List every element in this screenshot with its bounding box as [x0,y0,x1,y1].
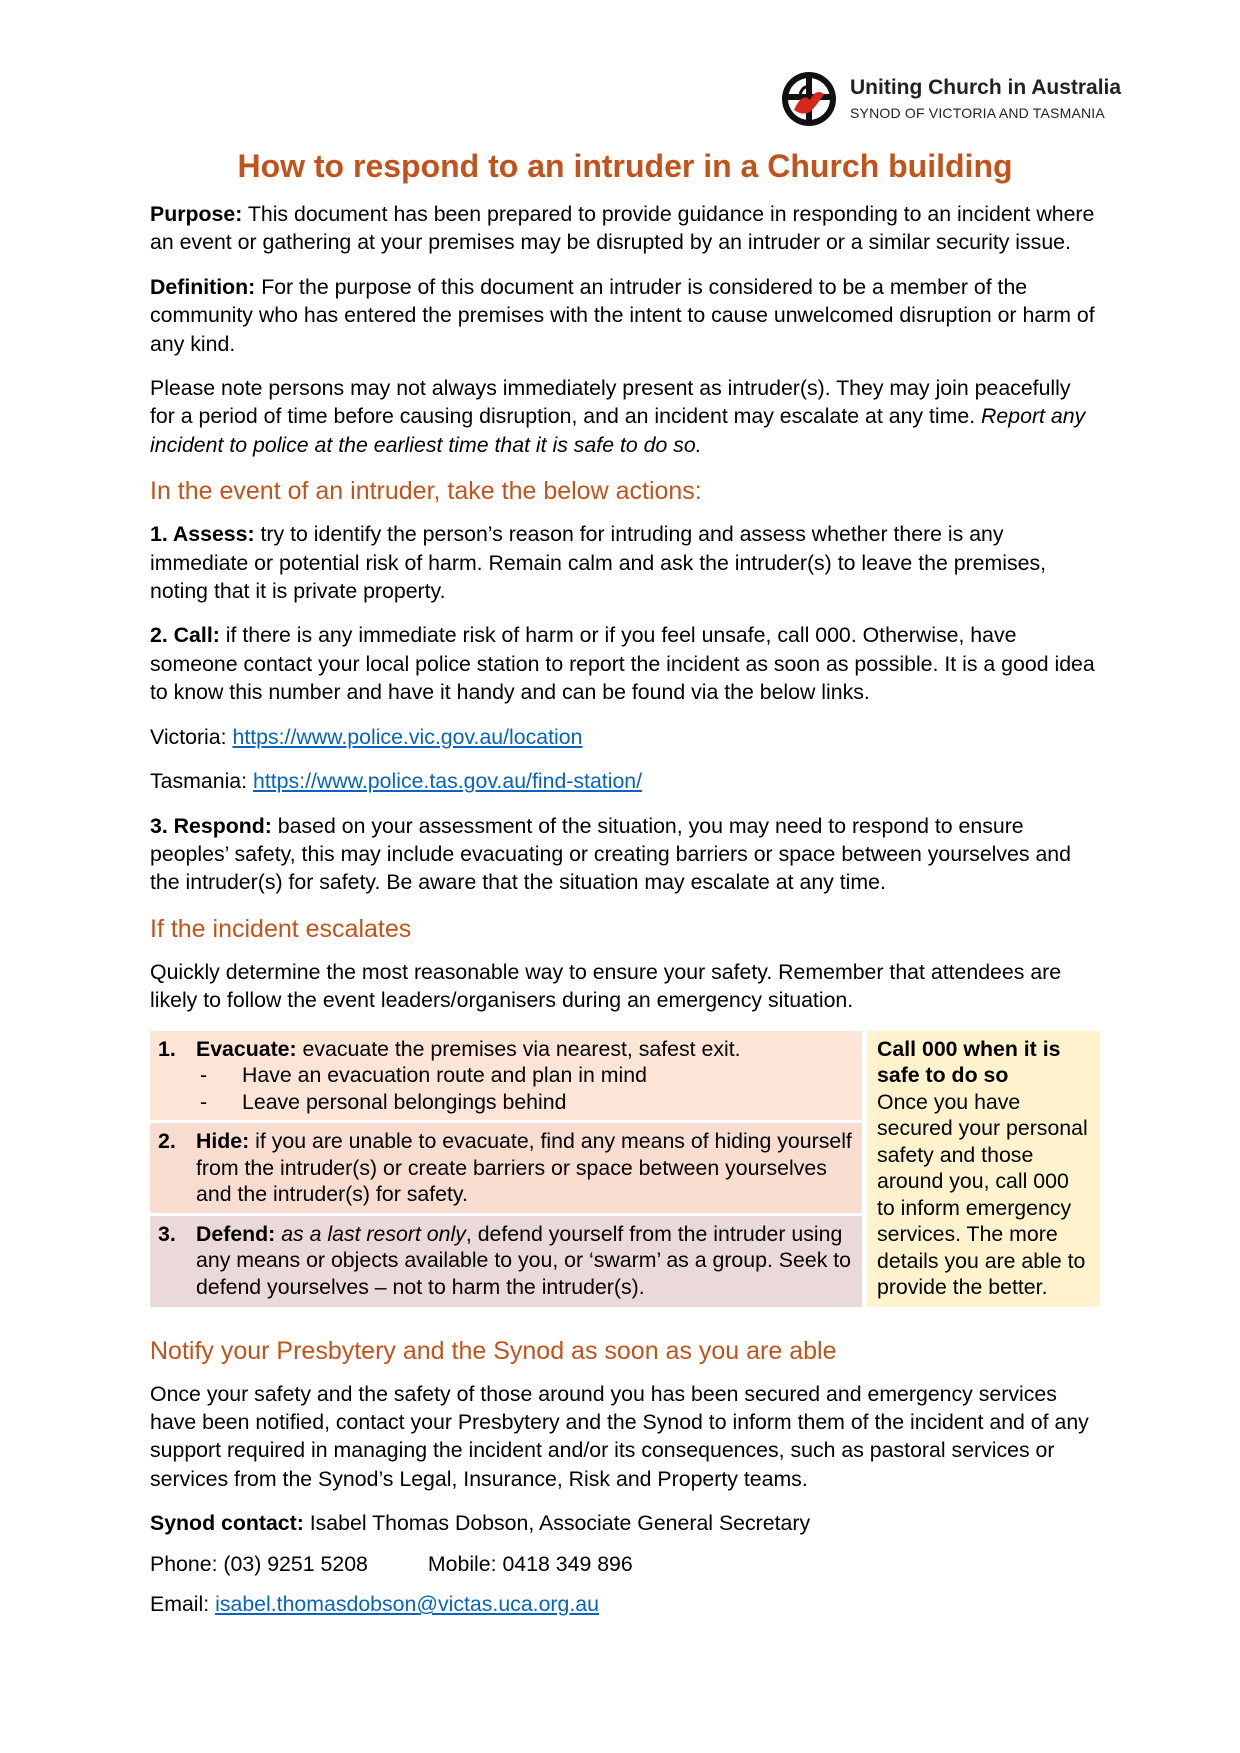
actions-heading: In the event of an intruder, take the below actions: [150,477,702,506]
note-paragraph [150,374,1100,459]
hide-text: if you are unable to evacuate, find any means of hiding yourself from the intruder(s) or create barriers or space between yourselves and the intruder(s) for safety. [196,1129,852,1207]
email-line [150,1590,1100,1618]
contact-block [150,1509,1100,1618]
escalation-table [150,1031,1100,1307]
evacuate-bullet-text: Have an evacuation route and plan in mind [242,1063,647,1088]
defend-cell [150,1216,862,1307]
call-000-text: Once you have secured your personal safety and those around you, call 000 to inform emergency services. The more details you are able to provide the better. [877,1089,1088,1300]
tasmania-police-link[interactable]: https://www.police.tas.gov.au/find-station/ [252,769,643,794]
purpose-paragraph [150,200,1100,257]
note-text: Please note persons may not always immediately present as intruder(s). They may join peacefully for a period of time before causing disruption, and an incident may escalate at any time. [150,376,1071,429]
definition-label: Definition: [150,274,256,299]
notify-paragraph: Once your safety and the safety of those around you has been secured and emergency services have been notified, contact your Presbytery and the Synod to inform them of the incident and of any support required in managing the incident and/or its consequences, such as pastoral services or services from the Synod’s Legal, Insurance, Risk and Property teams. [150,1381,1089,1491]
victoria-police-link[interactable]: https://www.police.vic.gov.au/location [232,724,583,749]
definition-paragraph [150,273,1100,358]
document-title: How to respond to an intruder in a Church building [237,148,1013,184]
definition-text: For the purpose of this document an intruder is considered to be a member of the community who has entered the premises with the intent to cause unwelcomed disruption or harm of any kind. [150,274,1095,356]
logo-subtitle: SYNOD OF VICTORIA AND TASMANIA [850,105,1105,121]
evacuate-label: Evacuate: [196,1036,297,1061]
call-000-cell [862,1031,1100,1307]
email-link[interactable]: isabel.thomasdobson@victas.uca.org.au [215,1591,599,1616]
phone-number: Phone: (03) 9251 5208 [150,1551,368,1576]
purpose-label: Purpose: [150,202,243,226]
evacuate-cell [150,1031,862,1124]
assess-text: try to identify the person’s reason for intruding and assess whether there is any immediate or potential risk of harm. Remain calm and ask the intruder(s) to leave the premises, noting that it is private property. [150,522,1047,604]
victoria-label: Victoria: [150,724,233,749]
tasmania-label: Tasmania: [150,769,253,794]
assess-paragraph [150,520,1100,605]
notify-heading: Notify your Presbytery and the Synod as soon as you are able [150,1336,837,1365]
defend-label: Defend: [196,1221,276,1246]
victoria-line [150,723,1100,751]
respond-label: 3. Respond: [150,813,272,838]
phone-line [150,1550,1100,1578]
assess-label: 1. Assess: [150,522,255,547]
note-italic: Report any incident to police at the earliest time that it is safe to do so. [150,404,1086,457]
hide-item [158,1128,856,1208]
email-label: Email: [150,1591,216,1616]
defend-italic: as a last resort only [275,1221,466,1246]
respond-paragraph [150,812,1100,897]
hide-label: Hide: [196,1129,250,1154]
purpose-text: This document has been prepared to provide guidance in responding to an incident where an event or gathering at your premises may be disrupted by an intruder or a similar security issue. [150,202,1095,255]
evacuate-bullet-text: Leave personal belongings behind [242,1089,567,1114]
defend-text: , defend yourself from the intruder using any means or objects available to you, or ‘swarm’ as a group. Seek to defend yourselves – not to harm the intruder(s). [196,1221,852,1299]
defend-number: 3. [158,1221,176,1246]
evacuate-item [158,1036,856,1063]
call-text: if there is any immediate risk of harm or if you feel unsafe, call 000. Otherwise, have someone contact your local police station to report the incident as soon as possible. It is a good idea to know this number and have it handy and can be found via the below links. [150,623,1095,705]
escalates-heading: If the incident escalates [150,914,412,943]
mobile-number: Mobile: 0418 349 896 [427,1551,633,1576]
uca-logo-icon [780,70,838,128]
tasmania-line [150,767,1100,795]
call-label: 2. Call: [150,623,220,648]
defend-item [158,1221,856,1301]
evacuate-bullet: - Have an evacuation route and plan in mind [200,1063,647,1088]
evacuate-bullet: - Leave personal belongings behind [200,1089,567,1114]
uca-logo [780,70,1122,130]
call-paragraph [150,621,1100,706]
hide-number: 2. [158,1129,176,1154]
contact-line [150,1509,1100,1537]
escalates-paragraph: Quickly determine the most reasonable way to ensure your safety. Remember that attendees are likely to follow the event leaders/organisers during an emergency situation. [150,959,1062,1013]
hide-cell [150,1123,862,1216]
evacuate-number: 1. [158,1036,176,1061]
evacuate-text: evacuate the premises via nearest, safest exit. [296,1036,741,1061]
logo-title: Uniting Church in Australia [850,76,1122,99]
respond-text: based on your assessment of the situation, you may need to respond to ensure peoples’ safety, this may include evacuating or creating barriers or space between yourselves and the intruder(s) for safety. Be aware that the situation may escalate at any time. [150,813,1071,895]
call-000-heading: Call 000 when it is safe to do so [877,1036,1061,1088]
contact-name: Isabel Thomas Dobson, Associate General Secretary [303,1511,811,1536]
contact-label: Synod contact: [150,1511,304,1536]
document-body [150,200,1100,1630]
